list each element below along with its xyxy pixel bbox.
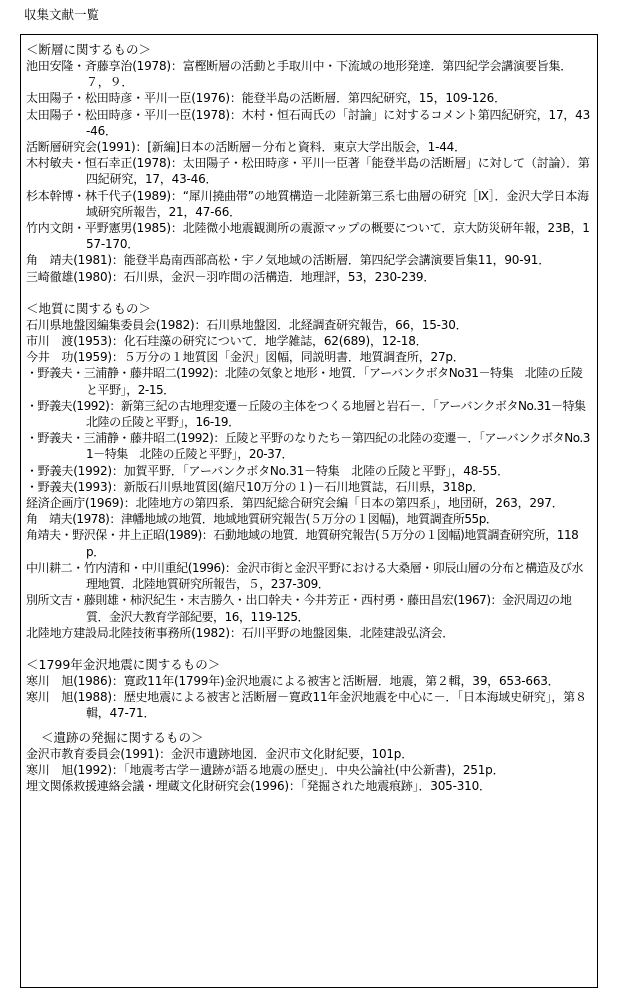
section-faults — [26, 42, 593, 285]
reference-entry: 市川 渡(1953)：化石珪藻の研究について．地学雑誌，62(689)，12-18． — [26, 334, 428, 349]
reference-entry: 竹内文朗・平野憲男(1985)：北陸微小地震観測所の震源マップの概要について．京大防災研年報，23B，157-170． — [26, 221, 590, 252]
reference-entry: 角 靖夫(1981)：能登半島南西部高松・宇ノ気地域の活断層．第四紀学会講演要旨集11，90-91． — [26, 253, 551, 268]
reference-entry: 活断層研究会(1991)：[新編]日本の活断層－分布と資料．東京大学出版会，1-44． — [26, 140, 466, 155]
section-heading: ＜地質に関するもの＞ — [26, 300, 152, 316]
section-geology — [26, 300, 598, 641]
reference-entry: 寒川 旭(1992)：「地震考古学－遺跡が語る地震の歴史」．中央公論社(中公新書)，251p． — [26, 762, 505, 777]
reference-entry: 角靖夫・野沢保・井上正昭(1989)：石動地域の地質．地質研究報告(５万分の１図幅)地質調査研究所，118p． — [26, 528, 579, 559]
section-heading: ＜遺跡の発掘に関するもの＞ — [41, 729, 204, 745]
reference-entry: ・野義夫・三浦静・藤井昭二(1992)：丘陵と平野のなりたち－第四紀の北陸の変遷－．「アーバンクボタNo.31－特集 北陸の丘陵と平野」，20-37． — [26, 431, 590, 462]
reference-entry: 埋文関係救援連絡会議・埋蔵文化財研究会(1996)：「発掘された地震痕跡」．305-310． — [26, 778, 491, 793]
reference-entry: 寒川 旭(1986)：寛政11年(1799年)金沢地震による被害と活断層．地震，第２輯，39，653-663． — [26, 673, 560, 688]
reference-entry: 池田安隆・斉藤享治(1978)：富樫断層の活動と手取川中・下流域の地形発達．第四紀学会講演要旨集．７，９． — [26, 59, 573, 90]
section-1799-kanazawa-earthquake — [26, 657, 593, 722]
reference-entry: 経済企画庁(1969)：北陸地方の第四系．第四紀総合研究会編「日本の第四系」，地団研，263，297． — [26, 496, 564, 511]
reference-entry: ・野義夫(1992)：新第三紀の古地理変遷－丘陵の主体をつくる地層と岩石－．「アーバンクボタNo.31－特集 北陸の丘陵と平野」，16-19． — [26, 398, 598, 430]
reference-entry: 太田陽子・松田時彦・平川一臣(1978)：木村・恒石両氏の「討論」に対するコメント第四紀研究，17，43-46． — [26, 107, 591, 138]
reference-entry: 角 靖夫(1978)：津幡地域の地質．地域地質研究報告(５万分の１図幅)，地質調査所55p． — [26, 512, 498, 527]
reference-entry: 三崎徹雄(1980)：石川県，金沢－羽咋間の活構造．地理評，53，230-239． — [26, 269, 436, 284]
reference-entry: ・野義夫・三浦静・藤井昭二(1992)：北陸の気象と地形・地質．「アーバンクボタNo31－特集 北陸の丘陵と平野」，2-15． — [26, 366, 583, 397]
reference-entry: 別所文吉・藤則雄・柿沢紀生・末吉勝久・出口幹夫・今井芳正・西村勇・藤田昌宏(1967)：金沢周辺の地質．金沢大教育学部紀要，16，119-125． — [26, 593, 572, 624]
page-title: 収集文献一覧 — [24, 7, 100, 22]
section-heading: ＜1799年金沢地震に関するもの＞ — [26, 656, 221, 672]
reference-entry: ・野義夫(1993)：新版石川県地質図(縮尺10万分の１)－石川地質誌，石川県，318p． — [26, 479, 485, 494]
reference-entry: 今井 功(1959)：５万分の１地質図「金沢」図幅，同説明書．地質調査所，27p． — [26, 350, 465, 365]
reference-entry: 太田陽子・松田時彦・平川一臣(1976)：能登半島の活断層．第四紀研究，15，109-126． — [26, 91, 506, 106]
reference-entry: 北陸地方建設局北陸技術事務所(1982)：石川平野の地盤図集．北陸建設弘済会． — [26, 625, 455, 640]
reference-entry: 石川県地盤図編集委員会(1982)：石川県地盤図．北経調査研究報告，66，15-30． — [26, 317, 468, 332]
reference-entry: 杉本幹博・林千代子(1989)：“犀川撓曲帯”の地質構造－北陸新第三系七曲層の研究［Ⅸ］．金沢大学日本海域研究所報告，21，47-66． — [26, 188, 589, 219]
reference-entry: 寒川 旭(1988)：歴史地震による被害と活断層－寛政11年金沢地震を中心に－．「日本海域史研究」，第８輯，47-71． — [26, 690, 587, 721]
section-excavations — [26, 730, 593, 795]
section-heading: ＜断層に関するもの＞ — [26, 42, 152, 57]
reference-entry: ・野義夫(1992)：加賀平野．「アーバンクボタNo.31－特集 北陸の丘陵と平野」，48-55． — [26, 463, 509, 478]
reference-entry: 中川耕二・竹内清和・中川重紀(1996)：金沢市街と金沢平野における大桑層・卯辰山層の分布と構造及び水理地質．北陸地質研究所報告，５，237-309． — [26, 560, 583, 592]
reference-list-box — [20, 34, 598, 988]
reference-entry: 木村敏夫・恒石幸正(1978)：太田陽子・松田時彦・平川一臣著「能登半島の活断層」に対して（討論）．第四紀研究，17，43-46． — [26, 156, 590, 187]
reference-entry: 金沢市教育委員会(1991)：金沢市遺跡地図．金沢市文化財紀要，101p． — [26, 746, 414, 761]
